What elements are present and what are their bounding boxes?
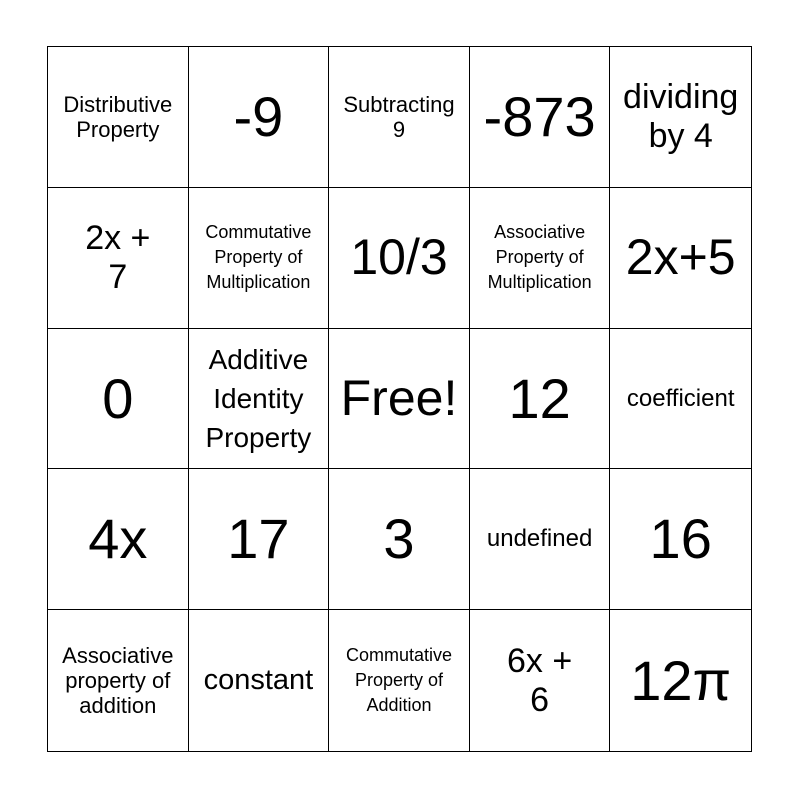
bingo-cell[interactable]: Subtracting 9 — [329, 47, 470, 188]
bingo-cell[interactable]: 12 — [470, 329, 611, 470]
bingo-board — [47, 46, 752, 752]
bingo-cell[interactable]: undefined — [470, 469, 611, 610]
bingo-cell[interactable]: coefficient — [610, 329, 751, 470]
bingo-cell[interactable]: Associative property of addition — [48, 610, 189, 751]
bingo-cell[interactable]: 0 — [48, 329, 189, 470]
bingo-cell[interactable]: 12π — [630, 648, 732, 712]
bingo-cell[interactable]: 10/3 — [329, 188, 470, 329]
bingo-cell[interactable]: 3 — [329, 469, 470, 610]
free-space[interactable]: Free! — [329, 329, 470, 470]
bingo-cell[interactable]: 4x — [48, 469, 189, 610]
bingo-cell[interactable]: Additive Identity Property — [189, 329, 330, 470]
bingo-cell[interactable]: 17 — [189, 469, 330, 610]
bingo-cell[interactable]: 2x + 7 — [48, 188, 189, 329]
bingo-cell[interactable]: Distributive Property — [48, 47, 189, 188]
bingo-cell[interactable]: dividing by 4 — [610, 47, 751, 188]
bingo-cell[interactable]: 2x+5 — [610, 188, 751, 329]
bingo-cell[interactable]: 6x + 6 — [470, 610, 611, 751]
bingo-cell[interactable]: 16 — [610, 469, 751, 610]
bingo-cell[interactable]: -9 — [189, 47, 330, 188]
bingo-cell[interactable]: Commutative Property of Multiplication — [189, 188, 330, 329]
bingo-cell[interactable]: Associative Property of Multiplication — [470, 188, 611, 329]
bingo-cell[interactable]: -873 — [470, 47, 611, 188]
bingo-cell[interactable]: Commutative Property of Addition — [329, 610, 470, 751]
bingo-cell[interactable]: constant — [189, 610, 330, 751]
